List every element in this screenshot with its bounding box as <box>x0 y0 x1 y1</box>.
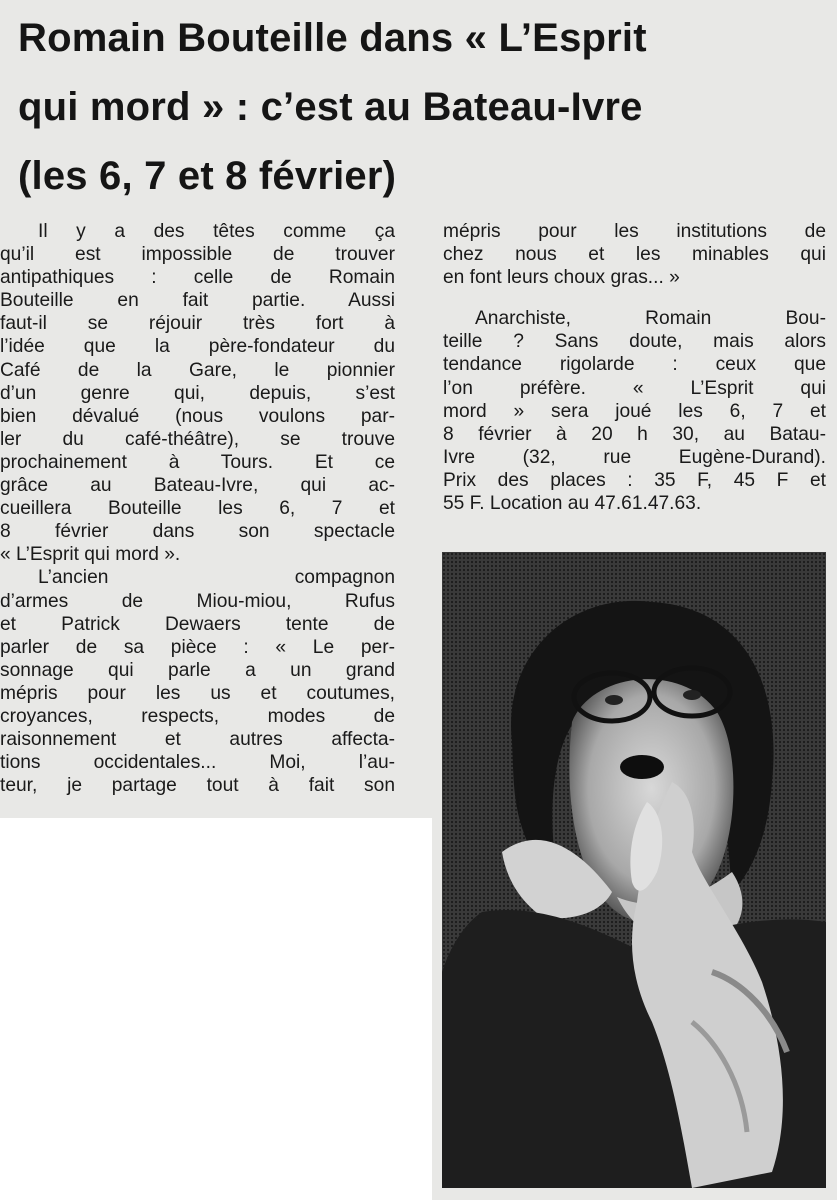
text-line: Bouteille en fait partie. Aussi <box>0 290 395 312</box>
text-line: « L’Esprit qui mord ». <box>0 544 181 566</box>
text-line: sonnage qui parle a un grand <box>0 659 395 681</box>
headline-line-3: (les 6, 7 et 8 février) <box>18 154 397 198</box>
headline-line-1: Romain Bouteille dans « L’Esprit <box>18 16 647 60</box>
article-column-right <box>443 220 826 515</box>
text-line: l’on préfère. « L’Esprit qui <box>443 377 826 399</box>
text-line: faut-il se réjouir très fort à <box>0 313 395 335</box>
text-line: d’armes de Miou-miou, Rufus <box>0 590 395 612</box>
text-line: prochainement à Tours. Et ce <box>0 451 395 473</box>
headline-line-2: qui mord » : c’est au Bateau-Ivre <box>18 85 643 129</box>
text-line: mord » sera joué les 6, 7 et <box>443 400 826 422</box>
text-line: Café de la Gare, le pionnier <box>0 359 395 381</box>
text-line: chez nous et les minables qui <box>443 244 826 266</box>
text-line: mépris pour les us et coutumes, <box>0 682 395 704</box>
text-line: Anarchiste, Romain Bou- <box>475 308 826 330</box>
portrait-illustration <box>442 552 826 1188</box>
text-line: raisonnement et autres affecta- <box>0 729 395 751</box>
text-line: Prix des places : 35 F, 45 F et <box>443 469 826 491</box>
text-line: antipathiques : celle de Romain <box>0 267 395 289</box>
text-line: l’idée que la père-fondateur du <box>0 336 395 358</box>
paragraph-gap <box>443 289 826 307</box>
text-line: croyances, respects, modes de <box>0 705 395 727</box>
article-column-left <box>0 220 395 797</box>
text-line: grâce au Bateau-Ivre, qui ac- <box>0 475 395 497</box>
text-line: Il y a des têtes comme ça <box>38 221 395 242</box>
text-line: et Patrick Dewaers tente de <box>0 613 395 635</box>
text-line: d’un genre qui, depuis, s’est <box>0 382 395 404</box>
text-line: Ivre (32, rue Eugène-Durand). <box>443 446 826 468</box>
portrait-photo <box>442 552 826 1188</box>
text-line: 8 février à 20 h 30, au Batau- <box>443 423 826 445</box>
text-line: tendance rigolarde : ceux que <box>443 354 826 376</box>
text-line: 55 F. Location au 47.61.47.63. <box>443 493 702 515</box>
text-line: L’ancien compagnon <box>38 567 395 589</box>
text-line: ler du café-théâtre), se trouve <box>0 428 395 450</box>
text-line: parler de sa pièce : « Le per- <box>0 636 395 658</box>
text-line: teur, je partage tout à fait son <box>0 775 395 797</box>
text-line: teille ? Sans doute, mais alors <box>443 331 826 353</box>
text-line: tions occidentales... Moi, l’au- <box>0 752 395 774</box>
text-line: qu’il est impossible de trouver <box>0 244 395 266</box>
text-line: cueillera Bouteille les 6, 7 et <box>0 498 395 520</box>
headline <box>18 4 823 211</box>
text-line: mépris pour les institutions de <box>443 221 826 242</box>
text-line: 8 février dans son spectacle <box>0 521 395 543</box>
text-line: en font leurs choux gras... » <box>443 267 680 289</box>
text-line: bien dévalué (nous voulons par- <box>0 405 395 427</box>
